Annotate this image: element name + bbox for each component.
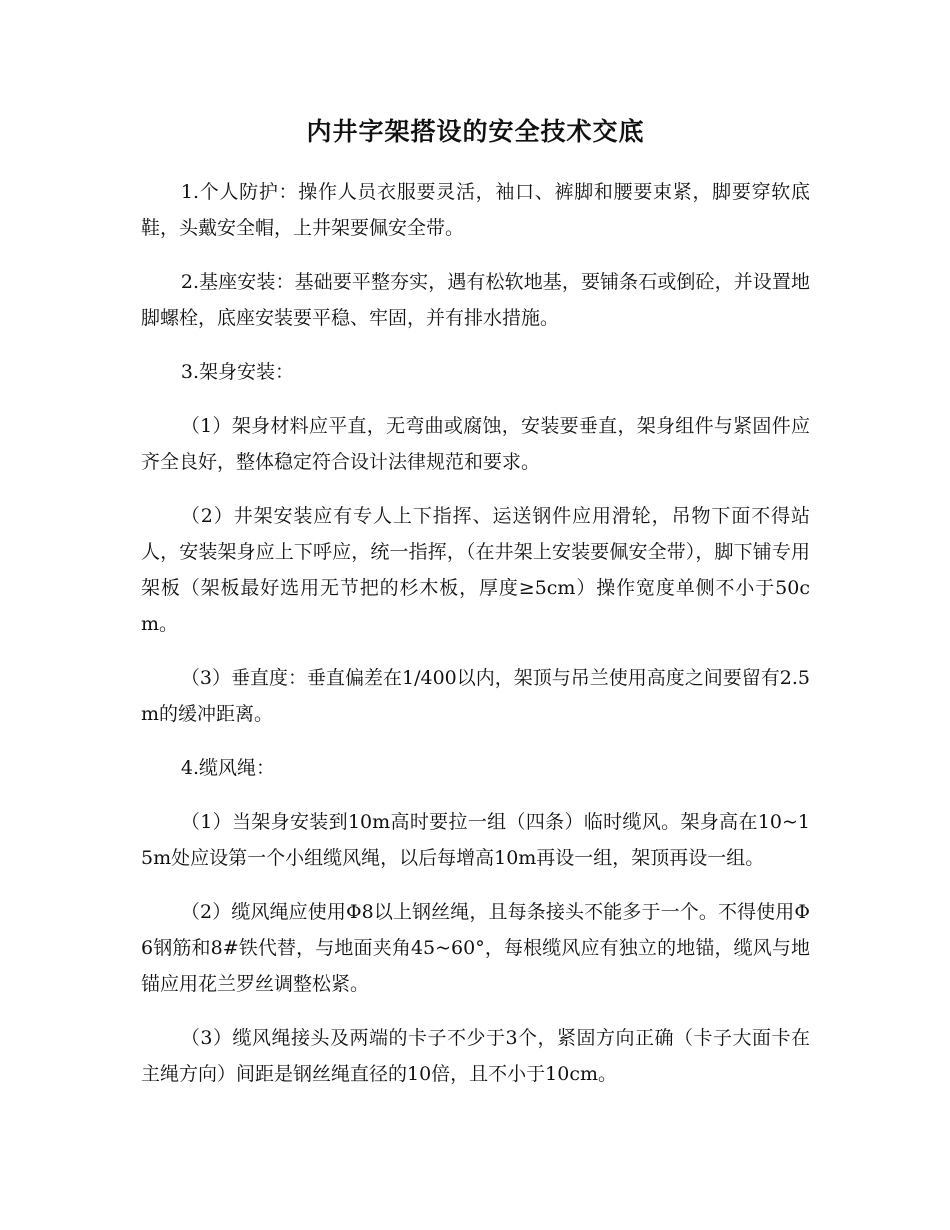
- paragraph-frame-installation-heading: 3.架身安装：: [180, 361, 295, 383]
- paragraph-guy-rope-material: （2）缆风绳应使用Φ8以上钢丝绳，且每条接头不能多于一个。不得使用Φ6钢筋和8#铁代替，与地面夹角45~60°，每根缆风应有独立的地锚，缆风与地锚应用花兰罗丝调整松紧。: [141, 901, 810, 995]
- paragraph-guy-rope-heading: 4.缆风绳：: [180, 757, 276, 779]
- paragraph-frame-assembly: （2）井架安装应有专人上下指挥、运送钢件应用滑轮，吊物下面不得站人，安装架身应上下呼应，统一指挥，（在井架上安装要佩安全带），脚下铺专用架板（架板最好选用无节把的杉木板，厚度≥5cm）操作宽度单侧不小于50cm。: [141, 505, 810, 635]
- paragraph-frame-material: （1）架身材料应平直，无弯曲或腐蚀，安装要垂直，架身组件与紧固件应齐全良好，整体稳定符合设计法律规范和要求。: [141, 415, 810, 473]
- paragraph-personal-protection: 1.个人防护：操作人员衣服要灵活，袖口、裤脚和腰要束紧，脚要穿软底鞋，头戴安全帽，上井架要佩安全带。: [141, 181, 810, 239]
- paragraph-guy-rope-height: （1）当架身安装到10m高时要拉一组（四条）临时缆风。架身高在10~15m处应设第一个小组缆风绳，以后每增高10m再设一组，架顶再设一组。: [141, 811, 810, 869]
- paragraph-base-installation: 2.基座安装：基础要平整夯实，遇有松软地基，要铺条石或倒砼，并设置地脚螺栓，底座安装要平稳、牢固，并有排水措施。: [141, 271, 810, 329]
- paragraph-guy-rope-clamps: （3）缆风绳接头及两端的卡子不少于3个，紧固方向正确（卡子大面卡在主绳方向）间距是钢丝绳直径的10倍，且不小于10cm。: [141, 1027, 810, 1085]
- document-title: 内井字架搭设的安全技术交底: [306, 117, 645, 146]
- paragraph-verticality: （3）垂直度：垂直偏差在1/400以内，架顶与吊兰使用高度之间要留有2.5m的缓冲距离。: [141, 667, 810, 725]
